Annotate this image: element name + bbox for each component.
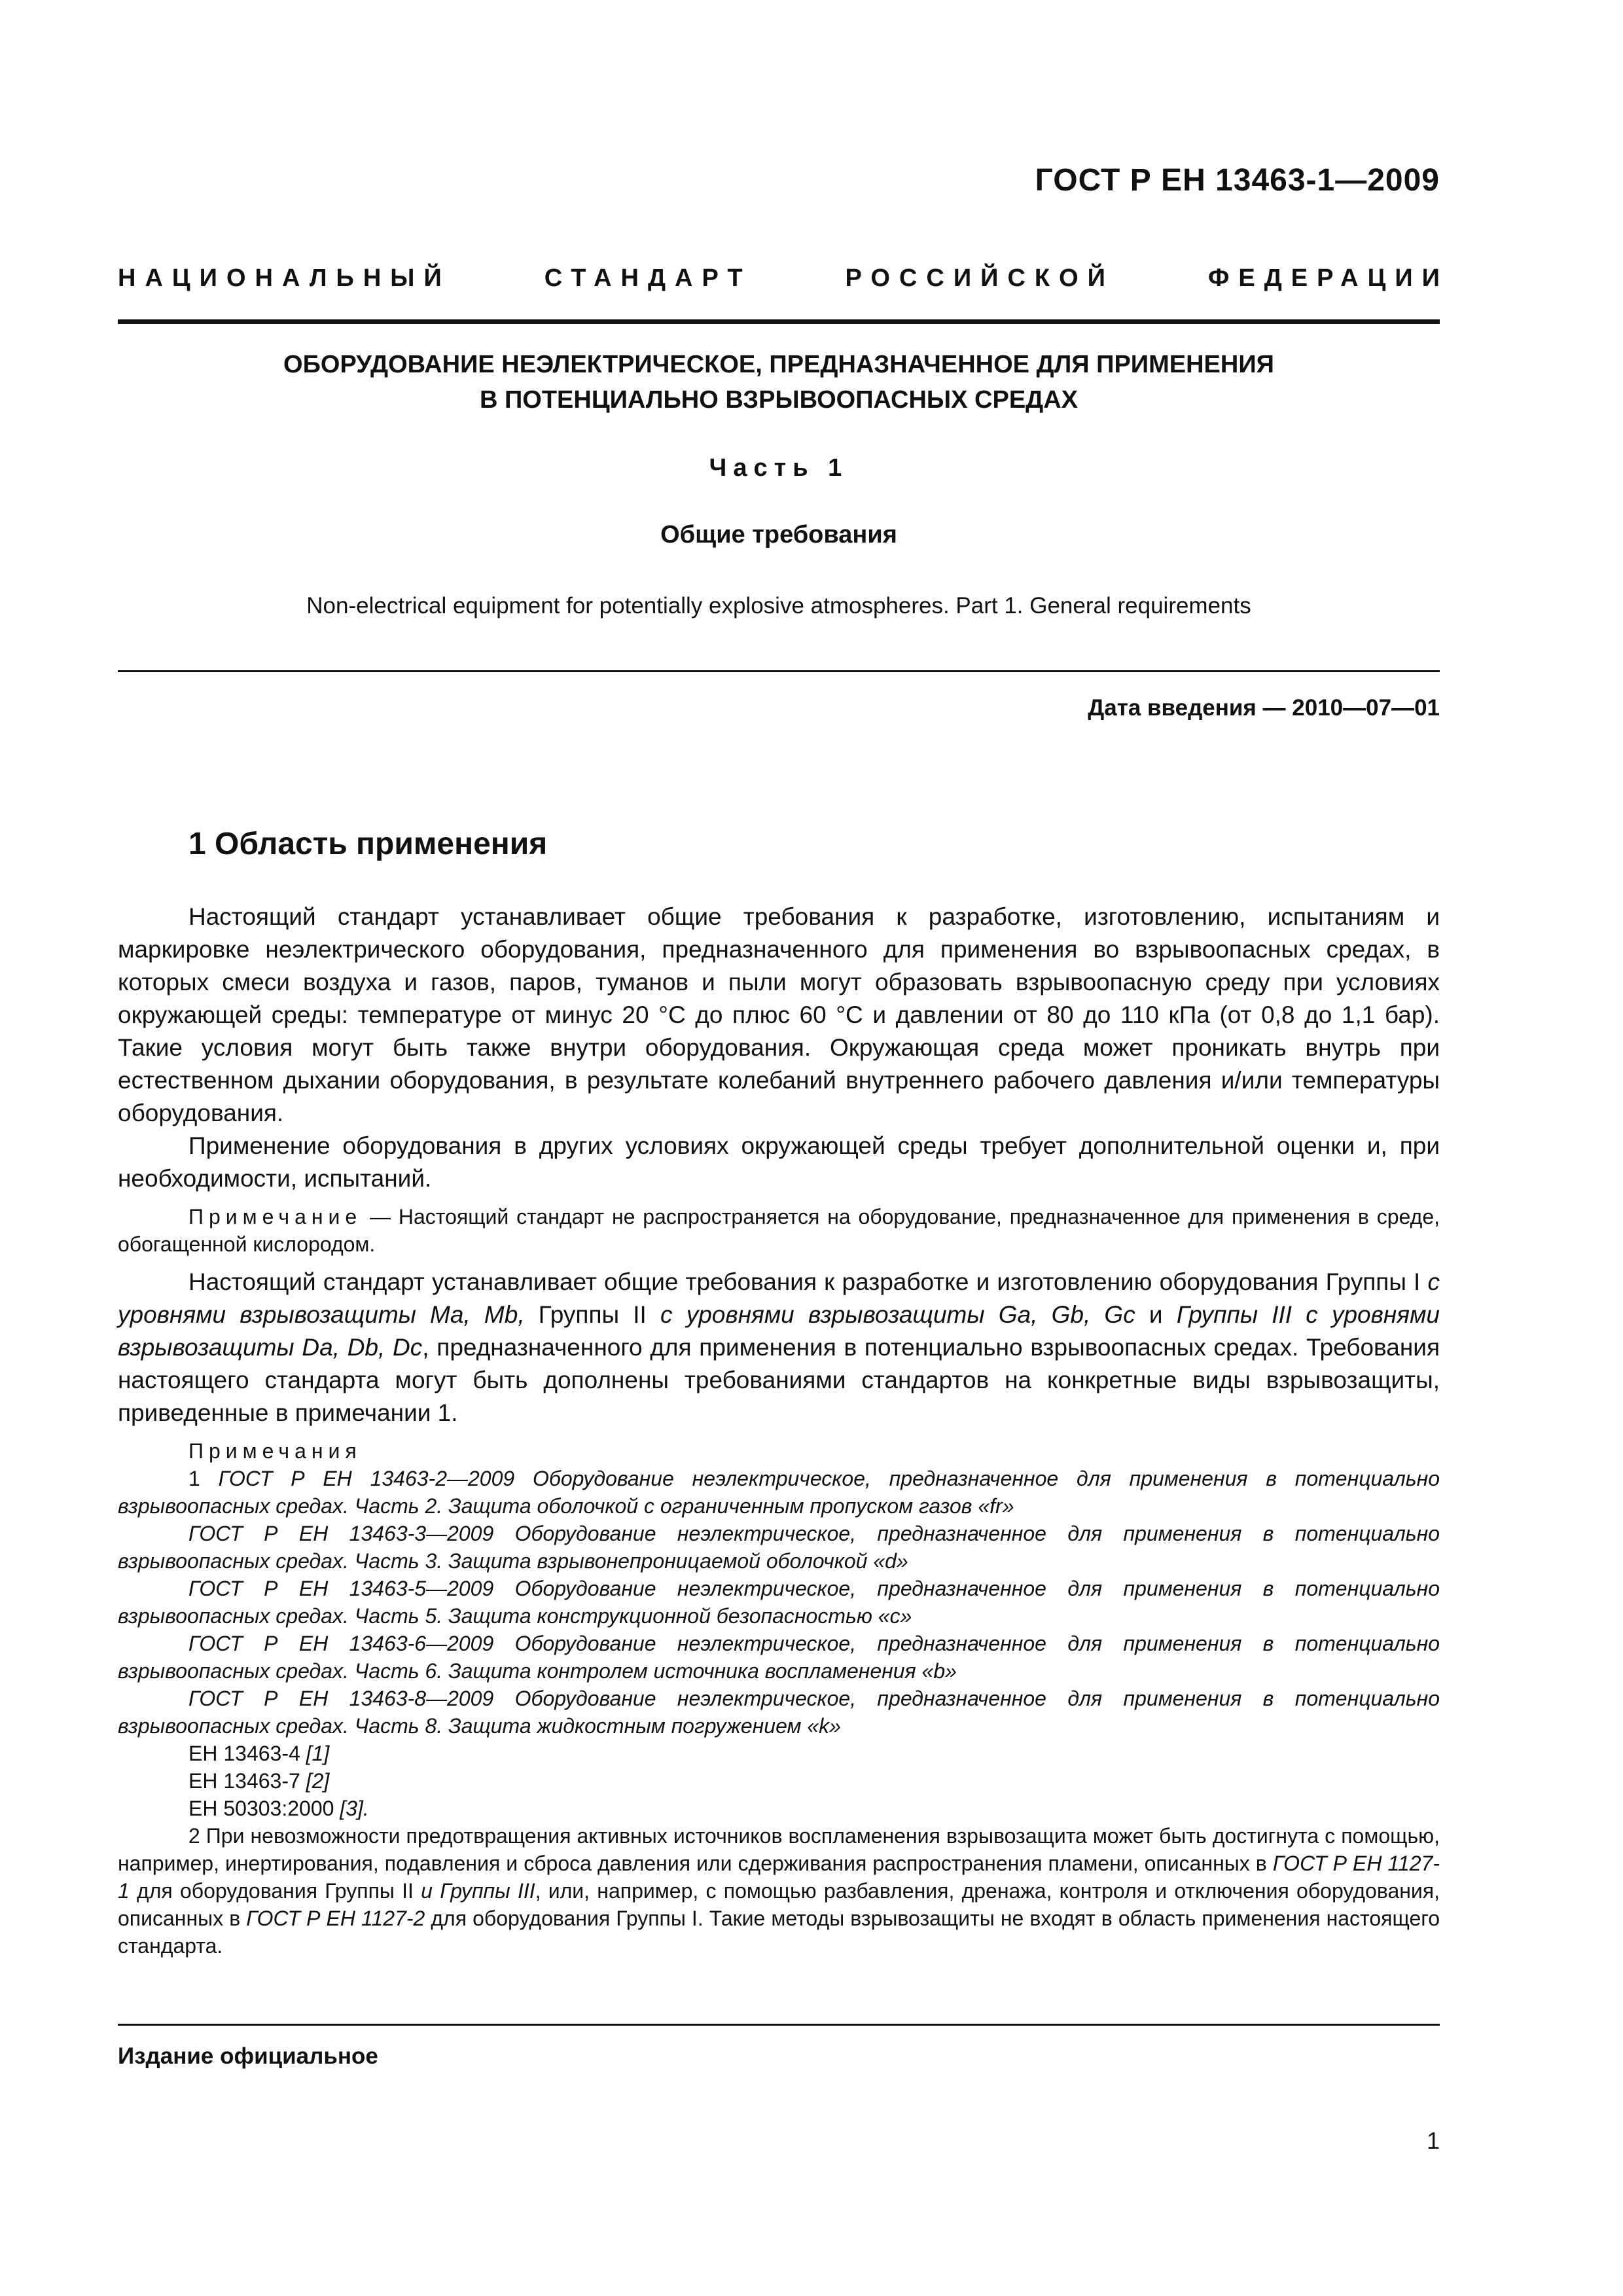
note-item — [118, 1520, 1440, 1575]
reference-link: [3]. — [340, 1797, 369, 1820]
banner-word: СТАНДАРТ — [544, 264, 752, 292]
document-subtitle: Общие требования — [660, 521, 897, 548]
section-heading: 1 Область применения — [188, 827, 548, 861]
note-item — [118, 1575, 1440, 1630]
text-run: для оборудования Группы I. Такие методы взрывозащиты не входят в область применения настоящего стандарта. — [118, 1907, 1440, 1958]
reference-item — [188, 1795, 1440, 1822]
text-run-italic: с уровнями взрывозащиты Ma, Mb, — [118, 1268, 1440, 1328]
text-run: , или, например, с помощью разбавления, дренажа, контроля и отключения оборудования, описанных в — [118, 1879, 1440, 1930]
note-item-text: ГОСТ Р ЕН 13463-8—2009 Оборудование неэлектрическое, предназначенное для применения в потенциально взрывоопасных средах. Часть 8. Защита жидкостным погружением «k» — [118, 1687, 1440, 1738]
paragraph — [118, 1266, 1440, 1429]
note-item-text: ГОСТ Р ЕН 13463-3—2009 Оборудование неэлектрическое, предназначенное для применения в потенциально взрывоопасных средах. Часть 3. Защита взрывонепроницаемой оболочкой «d» — [118, 1522, 1440, 1573]
note-item — [118, 1630, 1440, 1685]
banner-word: РОССИЙСКОЙ — [845, 264, 1115, 292]
note-item — [118, 1465, 1440, 1520]
notes-heading: Примечания — [188, 1439, 362, 1463]
banner-word: НАЦИОНАЛЬНЫЙ — [118, 264, 451, 292]
text-run-italic: ГОСТ Р ЕН 1127-1 — [118, 1852, 1440, 1903]
part-label: Часть 1 — [709, 454, 849, 482]
note-item — [118, 1822, 1440, 1960]
document-title — [118, 347, 1440, 418]
note — [118, 1203, 1440, 1258]
text-run: , предназначенного для применения в потенциально взрывоопасных средах. Требования настоящего стандарта могут быть дополнены требованиями стандартов на конкретные виды взрывозащиты, приведенные в примечании 1. — [118, 1334, 1440, 1426]
reference-link: [2] — [306, 1769, 330, 1793]
note-item-text: ГОСТ Р ЕН 13463-2—2009 Оборудование неэлектрическое, предназначенное для применения в потенциально взрывоопасных средах. Часть 2. Защита оболочкой с ограниченным пропуском газов «fr» — [118, 1467, 1440, 1518]
banner-word: ФЕДЕРАЦИИ — [1207, 264, 1449, 292]
reference-item — [188, 1767, 1440, 1795]
reference-link: [1] — [306, 1742, 330, 1765]
reference-item — [188, 1740, 1440, 1767]
paragraph: Настоящий стандарт устанавливает общие требования к разработке, изготовлению, испытаниям и маркировке неэлектрического оборудования, предназначенного для применения во взрывоопасных средах, в которых смеси воздуха и газов, паров, туманов и пыли могут образовать взрывоопасную среду при условиях окружающей среды: температуре от минус 20 °С до плюс 60 °С и давлении от 80 до 110 кПа (от 0,8 до 1,1 бар). Такие условия могут быть также внутри оборудования. Окружающая среда может проникать внутрь при естественном дыхании оборудования, в результате колебаний внутреннего рабочего давления и/или температуры оборудования. — [118, 903, 1440, 1126]
note-item — [118, 1685, 1440, 1740]
standard-designation: ГОСТ Р ЕН 13463-1—2009 — [1035, 163, 1440, 198]
edition-label: Издание официальное — [118, 2043, 378, 2069]
note-item-text: ГОСТ Р ЕН 13463-5—2009 Оборудование неэлектрическое, предназначенное для применения в потенциально взрывоопасных средах. Часть 5. Защита конструкционной безопасностью «c» — [118, 1577, 1440, 1628]
section-body — [118, 901, 1440, 1960]
title-line-1: ОБОРУДОВАНИЕ НЕЭЛЕКТРИЧЕСКОЕ, ПРЕДНАЗНАЧЕННОЕ ДЛЯ ПРИМЕНЕНИЯ — [283, 351, 1274, 378]
national-standard-banner — [118, 264, 1449, 293]
text-run-italic: ГОСТ Р ЕН 1127-2 — [246, 1907, 425, 1930]
text-run: и — [1135, 1301, 1177, 1328]
paragraph: Применение оборудования в других условиях окружающей среды требует дополнительной оценки и, при необходимости, испытаний. — [118, 1132, 1440, 1192]
note-item-text: ГОСТ Р ЕН 13463-6—2009 Оборудование неэлектрическое, предназначенное для применения в потенциально взрывоопасных средах. Часть 6. Защита контролем источника воспламенения «b» — [118, 1632, 1440, 1683]
text-run: для оборудования Группы II — [129, 1879, 421, 1903]
note-text: — Настоящий стандарт не распространяется на оборудование, предназначенное для применения в среде, обогащенной кислородом. — [118, 1205, 1440, 1256]
reference-name: ЕН 13463-4 — [188, 1742, 306, 1765]
title-divider — [118, 670, 1440, 672]
text-run: Настоящий стандарт устанавливает общие требования к разработке и изготовлению оборудования Группы I — [188, 1268, 1428, 1295]
introduction-date: Дата введения — 2010—07—01 — [1088, 695, 1440, 721]
text-run-italic: и Группы III — [421, 1879, 535, 1903]
header-divider — [118, 319, 1440, 324]
document-page — [118, 0, 1449, 2296]
english-title: Non-electrical equipment for potentially explosive atmospheres. Part 1. General requirements — [306, 593, 1251, 619]
text-run-italic: Группы III с уровнями взрывозащиты Da, Db, Dc — [118, 1301, 1440, 1361]
note-number: 1 — [188, 1467, 219, 1490]
reference-name: ЕН 13463-7 — [188, 1769, 306, 1793]
title-line-2: В ПОТЕНЦИАЛЬНО ВЗРЫВООПАСНЫХ СРЕДАХ — [479, 386, 1079, 414]
note-label: Примечание — [188, 1205, 363, 1229]
reference-name: ЕН 50303:2000 — [188, 1797, 340, 1820]
text-run: 2 При невозможности предотвращения активных источников воспламенения взрывозащита может быть достигнута с помощью, например, инертирования, подавления и сброса давления или сдерживания распространения пламени, описанных в — [118, 1824, 1440, 1875]
text-run: Группы II — [524, 1301, 661, 1328]
page-number: 1 — [1426, 2127, 1440, 2154]
text-run-italic: с уровнями взрывозащиты Ga, Gb, Gc — [660, 1301, 1135, 1328]
footer-divider — [118, 2024, 1440, 2026]
